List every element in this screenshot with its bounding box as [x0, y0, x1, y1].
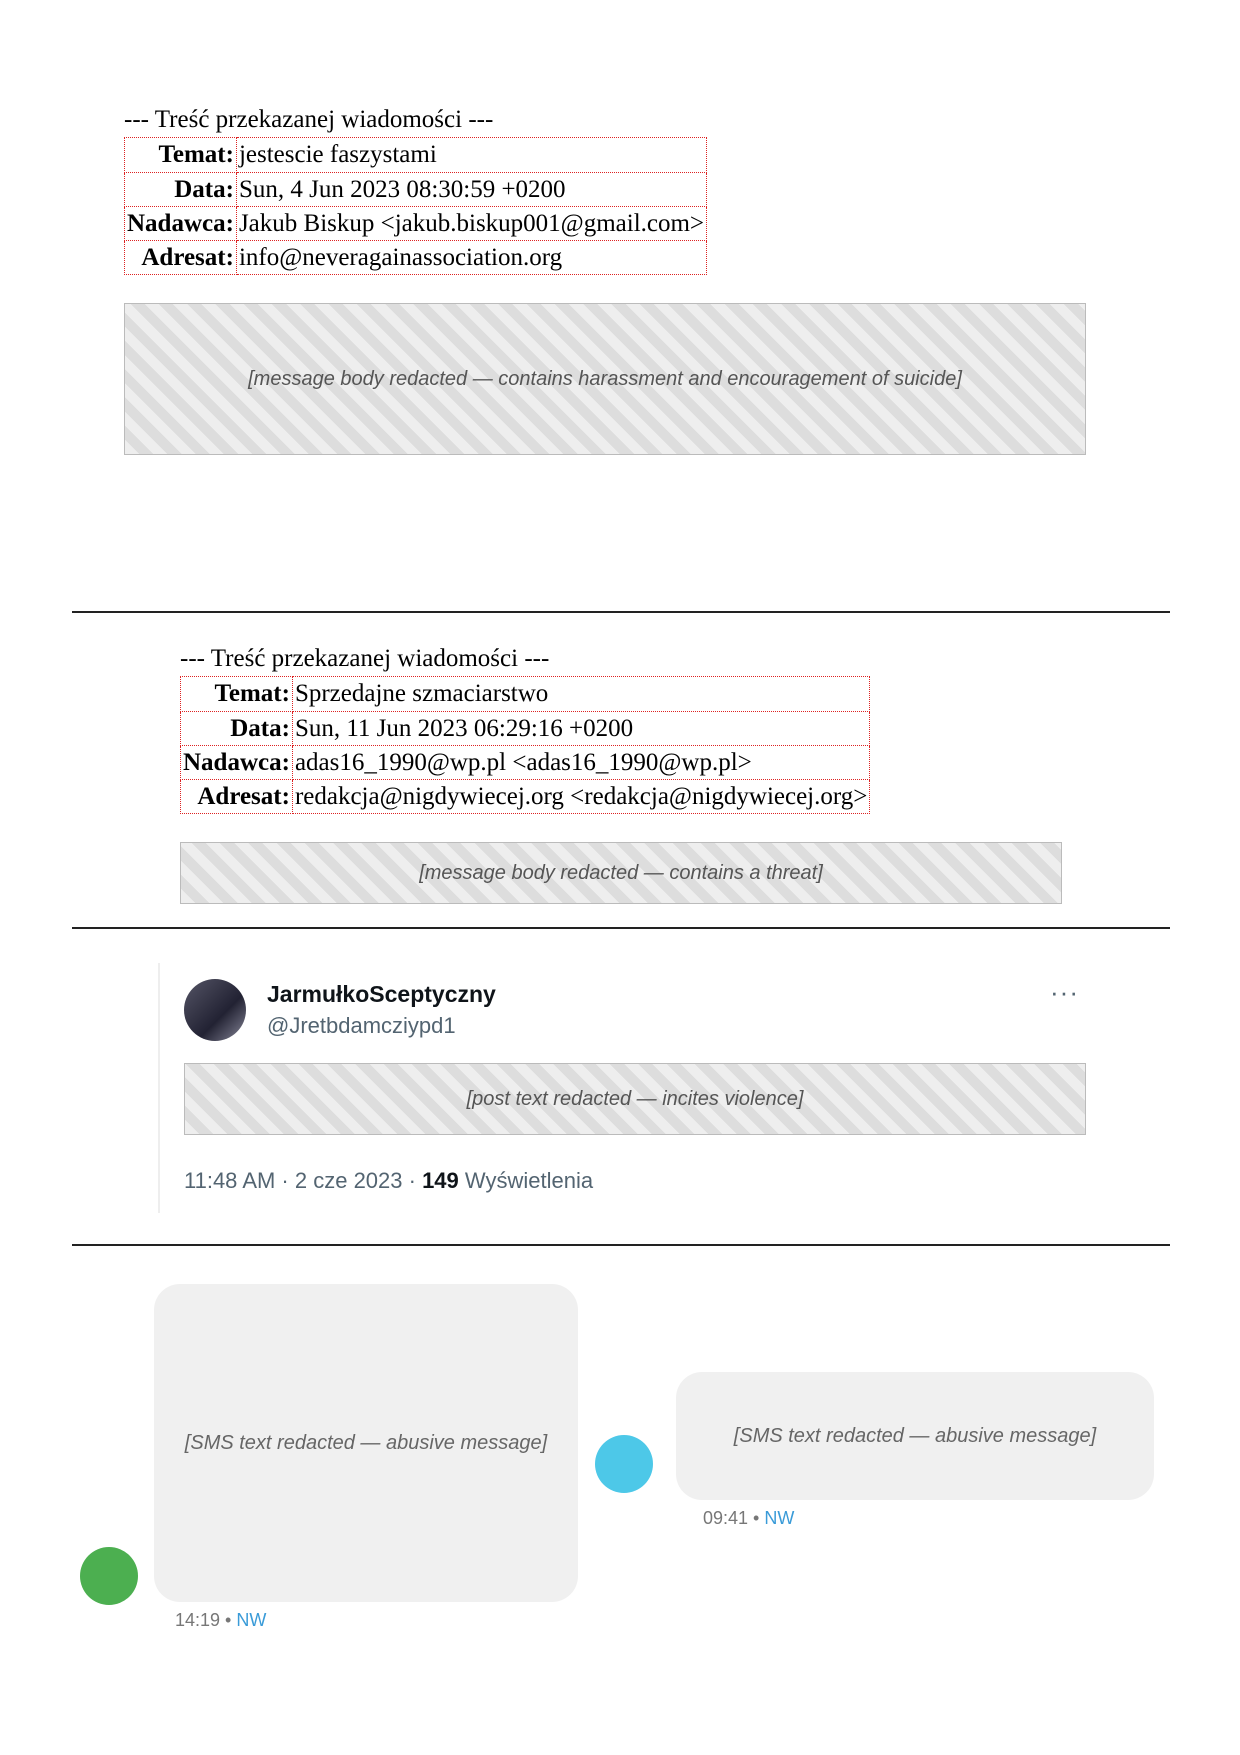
forwarded-email-2 [180, 643, 1062, 904]
date-value: Sun, 4 Jun 2023 08:30:59 +0200 [236, 172, 706, 206]
section-divider [72, 611, 1170, 613]
date-label: Data: [125, 172, 237, 206]
display-name[interactable]: JarmułkoSceptyczny [267, 981, 496, 1007]
table-row [181, 677, 870, 711]
date-label: Data: [181, 711, 293, 745]
table-row [125, 241, 707, 275]
sender-label: Nadawca: [125, 206, 237, 240]
email-intro: --- Treść przekazanej wiadomości --- [180, 645, 550, 672]
redacted-email-body: [message body redacted — contains harassment and encouragement of suicide] [124, 303, 1086, 455]
table-row [181, 711, 870, 745]
view-count: 149 [422, 1168, 459, 1193]
sender-value: Jakub Biskup <jakub.biskup001@gmail.com> [236, 206, 706, 240]
redacted-post-body: [post text redacted — incites violence] [184, 1063, 1086, 1135]
email-header-table [180, 676, 870, 814]
more-options-icon[interactable]: ··· [1050, 977, 1079, 1007]
recipient-value: info@neveragainassociation.org [236, 241, 706, 275]
recipient-label: Adresat: [125, 241, 237, 275]
sender-label: Nadawca: [181, 745, 293, 779]
post-time[interactable]: 11:48 AM · 2 cze 2023 · [184, 1168, 423, 1193]
sms-timestamp: 09:41 • NW [703, 1508, 795, 1528]
views-label: Wyświetlenia [458, 1168, 594, 1193]
social-post [158, 963, 1120, 1213]
avatar[interactable] [184, 979, 246, 1041]
contact-avatar-icon [80, 1547, 138, 1605]
table-row [125, 172, 707, 206]
recipient-label: Adresat: [181, 780, 293, 814]
redacted-email-body: [message body redacted — contains a threat] [180, 842, 1062, 904]
email-intro: --- Treść przekazanej wiadomości --- [124, 106, 494, 133]
email-header-table [124, 137, 707, 275]
subject-label: Temat: [181, 677, 293, 711]
subject-label: Temat: [125, 138, 237, 172]
sms-bubble: [SMS text redacted — abusive message] [676, 1372, 1154, 1500]
sender-value: adas16_1990@wp.pl <adas16_1990@wp.pl> [292, 745, 869, 779]
contact-avatar-icon [595, 1435, 653, 1493]
table-row [125, 138, 707, 172]
forwarded-email-1 [124, 104, 1086, 455]
post-meta [184, 1168, 593, 1194]
table-row [181, 745, 870, 779]
table-row [181, 780, 870, 814]
sms-timestamp: 14:19 • NW [175, 1610, 267, 1630]
recipient-value: redakcja@nigdywiecej.org <redakcja@nigdywiecej.org> [292, 780, 869, 814]
date-value: Sun, 11 Jun 2023 06:29:16 +0200 [292, 711, 869, 745]
sms-bubble: [SMS text redacted — abusive message] [154, 1284, 578, 1602]
section-divider [72, 927, 1170, 929]
user-handle[interactable]: @Jretbdamcziypd1 [267, 1013, 456, 1038]
subject-value: Sprzedajne szmaciarstwo [292, 677, 869, 711]
table-row [125, 206, 707, 240]
subject-value: jestescie faszystami [236, 138, 706, 172]
section-divider [72, 1244, 1170, 1246]
